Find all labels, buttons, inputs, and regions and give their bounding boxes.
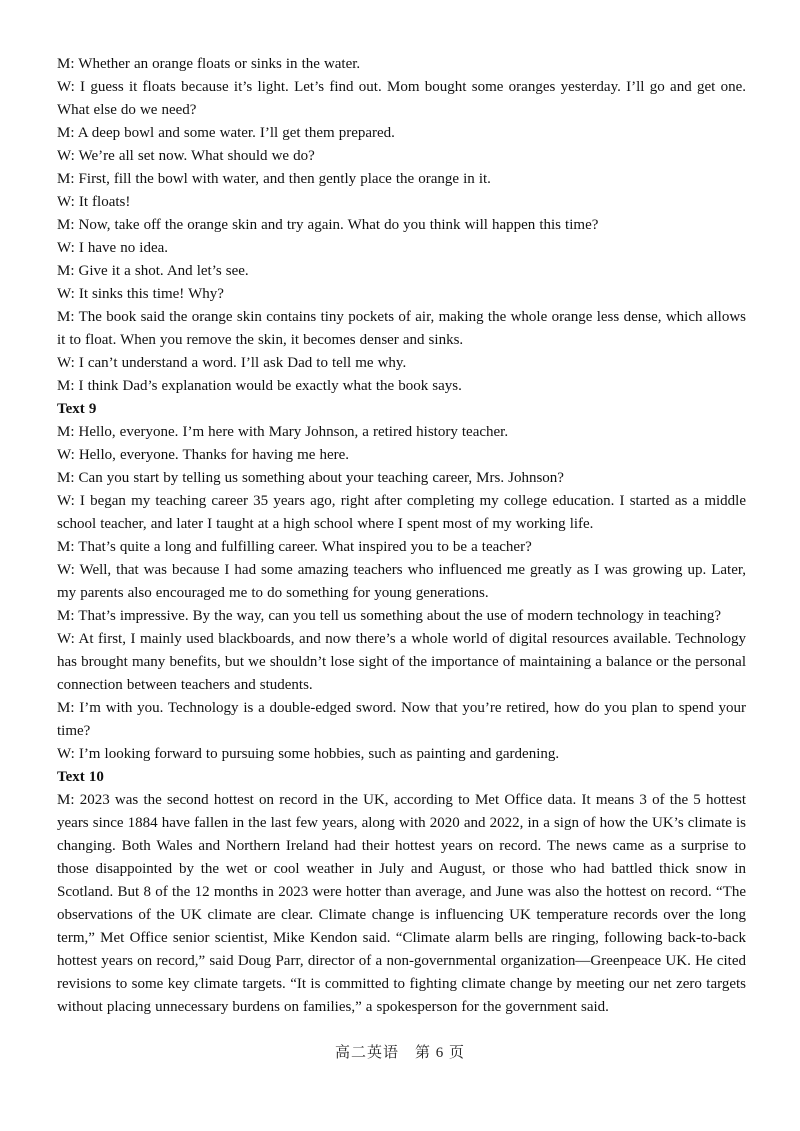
transcript-line: M: First, fill the bowl with water, and then gently place the orange in it.	[57, 171, 491, 187]
transcript-line: W: Hello, everyone. Thanks for having me here.	[57, 447, 349, 463]
transcript-line: W: I have no idea.	[57, 240, 169, 256]
page-footer: 高二英语 第 6 页	[334, 1045, 465, 1061]
transcript-line: W: I can’t understand a word. I’ll ask Dad to tell me why.	[57, 355, 407, 371]
transcript-line: M: That’s quite a long and fulfilling career. What inspired you to be a teacher?	[57, 539, 532, 555]
transcript-line: W: At first, I mainly used blackboards, and now there’s a whole world of digital resources available. Technology has brought many benefits, but we shouldn’t lose sight of the importance of maintaining a balance or the personal connection between teachers and students.	[57, 631, 746, 693]
section-heading: Text 10	[57, 769, 104, 785]
section-heading: Text 9	[57, 401, 97, 417]
transcript-line: M: I’m with you. Technology is a double-edged sword. Now that you’re retired, how do you plan to spend your time?	[57, 700, 746, 739]
document-body	[57, 53, 746, 1019]
transcript-line: M: Hello, everyone. I’m here with Mary Johnson, a retired history teacher.	[57, 424, 509, 440]
transcript-line: M: The book said the orange skin contains tiny pockets of air, making the whole orange less dense, which allows it to float. When you remove the skin, it becomes denser and sinks.	[57, 309, 746, 348]
transcript-line: M: Give it a shot. And let’s see.	[57, 263, 249, 279]
transcript-line: M: That’s impressive. By the way, can you tell us something about the use of modern technology in teaching?	[57, 608, 722, 624]
transcript-line: M: I think Dad’s explanation would be exactly what the book says.	[57, 378, 462, 394]
transcript-line: W: It sinks this time! Why?	[57, 286, 224, 302]
transcript-line: M: 2023 was the second hottest on record in the UK, according to Met Office data. It means 3 of the 5 hottest years since 1884 have fallen in the last few years, along with 2020 and 2022, in a sign of how the UK’s climate is changing. Both Wales and Northern Ireland had their hottest years on record. The news came as a surprise to those disappointed by the wet or cool weather in July and August, or those who had battled thick snow in Scotland. But 8 of the 12 months in 2023 were hotter than average, and June was also the hottest on record. “The observations of the UK climate are clear. Climate change is influencing UK temperature records over the long term,” Met Office senior scientist, Mike Kendon said. “Climate alarm bells are ringing, following back-to-back hottest years on record,” said Doug Parr, director of a non-governmental organization—Greenpeace UK. He cited revisions to some key climate targets. “It is committed to fighting climate change by meeting our net zero targets without placing unnecessary burdens on families,” a spokesperson for the government said.	[57, 792, 746, 1015]
transcript-line: W: I began my teaching career 35 years ago, right after completing my college education. I started as a middle school teacher, and later I taught at a high school where I spent most of my working life.	[57, 493, 746, 532]
transcript-line: M: A deep bowl and some water. I’ll get them prepared.	[57, 125, 395, 141]
transcript-line: W: I guess it floats because it’s light. Let’s find out. Mom bought some oranges yesterday. I’ll go and get one. What else do we need?	[57, 79, 746, 118]
transcript-line: W: It floats!	[57, 194, 131, 210]
transcript-line: M: Now, take off the orange skin and try again. What do you think will happen this time?	[57, 217, 599, 233]
transcript-line: W: Well, that was because I had some amazing teachers who influenced me greatly as I was growing up. Later, my parents also encouraged me to do something for young generations.	[57, 562, 746, 601]
transcript-line: M: Can you start by telling us something about your teaching career, Mrs. Johnson?	[57, 470, 564, 486]
transcript-line: W: We’re all set now. What should we do?	[57, 148, 315, 164]
transcript-line: M: Whether an orange floats or sinks in the water.	[57, 56, 361, 72]
transcript-line: W: I’m looking forward to pursuing some hobbies, such as painting and gardening.	[57, 746, 560, 762]
